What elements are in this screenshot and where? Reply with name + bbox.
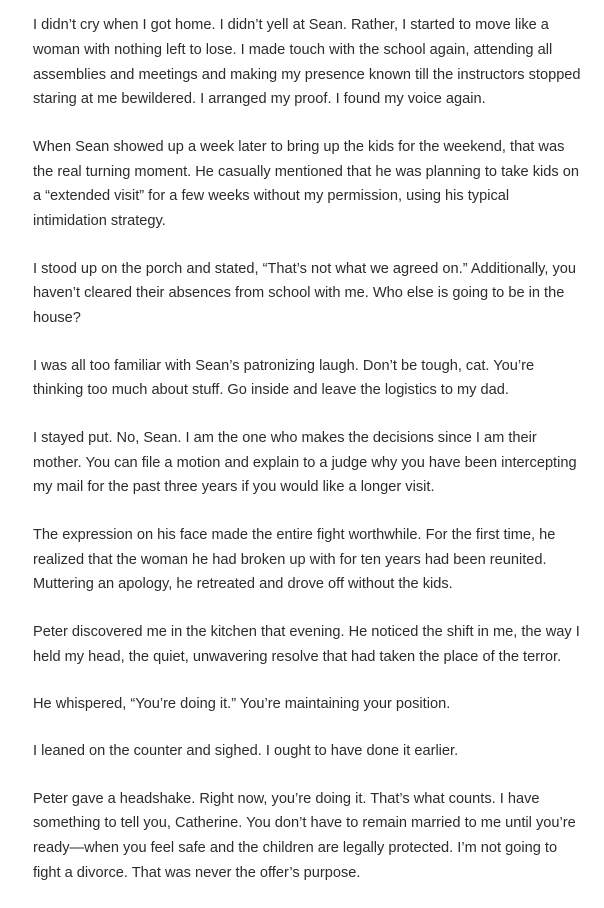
paragraph-5: I stayed put. No, Sean. I am the one who makes the decisions since I am their mother. You can file a motion and explain to a judge why you have been intercepting my mail for the past three years if you would like a longer visit. [33, 429, 577, 496]
article-body [33, 13, 583, 908]
paragraph-10: Peter gave a headshake. Right now, you’re doing it. That’s what counts. I have something to tell you, Catherine. You don’t have to remain married to me until you’re ready—when you feel safe and the children are legally protected. I’m not going to fight a divorce. That was never the offer’s purpose. [33, 790, 576, 882]
paragraph-2: When Sean showed up a week later to bring up the kids for the weekend, that was the real turning moment. He casually mentioned that he was planning to take kids on a “extended visit” for a few weeks without my permission, using his typical intimidation strategy. [33, 138, 579, 230]
paragraph-6: The expression on his face made the entire fight worthwhile. For the first time, he realized that the woman he had broken up with for ten years had been reunited. Muttering an apology, he retreated and drove off without the kids. [33, 526, 556, 593]
paragraph-1: I didn’t cry when I got home. I didn’t yell at Sean. Rather, I started to move like a woman with nothing left to lose. I made touch with the school again, attending all assemblies and meetings and making my presence known till the instructors stopped staring at me bewildered. I arranged my proof. I found my voice again. [33, 17, 581, 108]
paragraph-4: I was all too familiar with Sean’s patronizing laugh. Don’t be tough, cat. You’re thinking too much about stuff. Go inside and leave the logistics to my dad. [33, 357, 535, 399]
paragraph-7: Peter discovered me in the kitchen that evening. He noticed the shift in me, the way I held my head, the quiet, unwavering resolve that had taken the place of the terror. [33, 623, 580, 665]
paragraph-9: I leaned on the counter and sighed. I ought to have done it earlier. [33, 743, 459, 760]
paragraph-8: He whispered, “You’re doing it.” You’re maintaining your position. [33, 695, 451, 712]
paragraph-3: I stood up on the porch and stated, “That’s not what we agreed on.” Additionally, you haven’t cleared their absences from school with me. Who else is going to be in the house? [33, 260, 577, 327]
